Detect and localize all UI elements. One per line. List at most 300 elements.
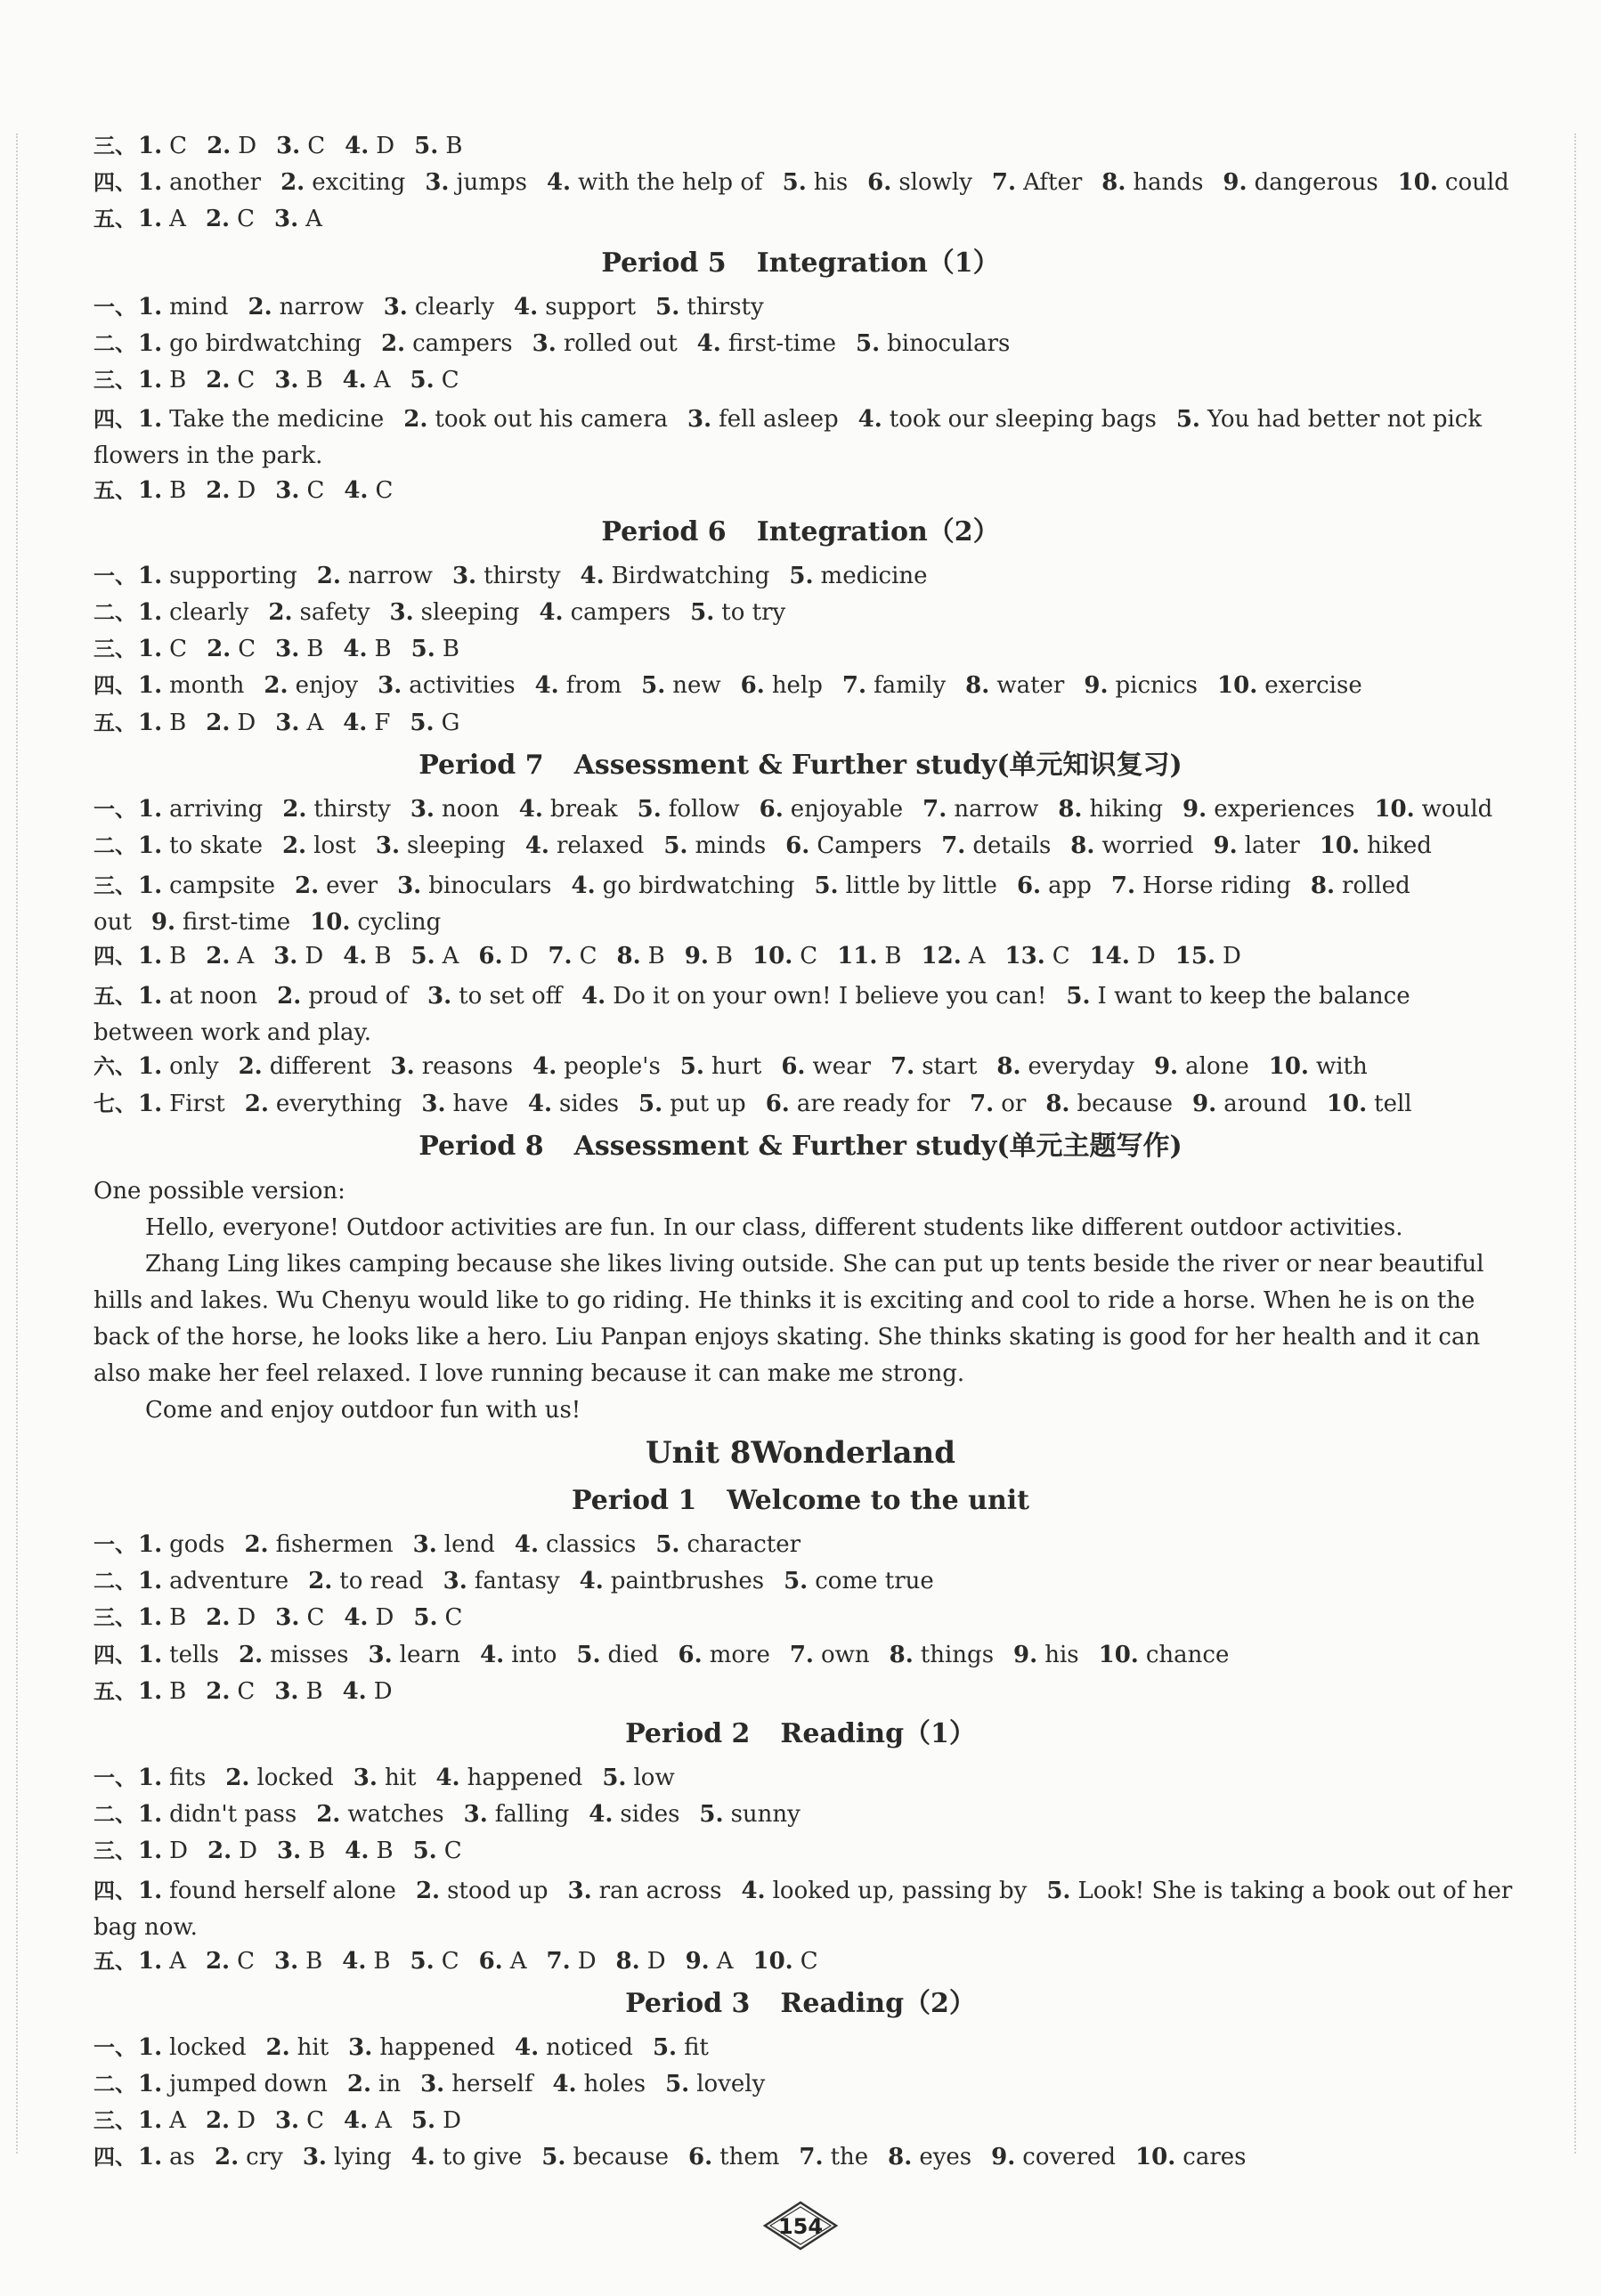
answer-item: [464, 1801, 570, 1828]
answer-text: You had better not pick flowers in the park.: [93, 406, 1483, 469]
answer-text: B: [376, 1838, 394, 1864]
answer-item: [206, 943, 254, 970]
answer-number: 5.: [652, 2034, 678, 2061]
answer-text: narrow: [954, 796, 1039, 823]
answer-text: have: [452, 1091, 508, 1117]
answer-number: 1.: [138, 1878, 163, 1904]
answer-number: 1.: [138, 133, 163, 159]
question-section-label: 二、: [93, 1569, 136, 1594]
answer-number: 13.: [1004, 943, 1045, 970]
answer-item: [970, 1091, 1026, 1117]
answer-item: [207, 636, 256, 662]
answer-number: 4.: [518, 796, 543, 823]
answer-text: D: [239, 1838, 258, 1864]
answer-number: 7.: [970, 1091, 995, 1117]
answer-number: 6.: [759, 796, 784, 823]
answer-number: 5.: [699, 1801, 724, 1828]
answer-item: [138, 169, 261, 196]
answer-item: [1182, 796, 1354, 823]
answer-row: [93, 1800, 1514, 1829]
answer-item: [571, 872, 794, 899]
answer-item: [206, 1678, 255, 1705]
answer-text: go birdwatching: [602, 872, 795, 899]
answer-number: 1.: [138, 1568, 163, 1594]
period-title: Period 2: [625, 1718, 751, 1749]
answer-row: [93, 978, 1514, 1051]
period-subtitle: Assessment & Further study(单元知识复习): [573, 750, 1182, 781]
answer-text: clearly: [169, 599, 249, 626]
answer-text: campers: [570, 599, 671, 626]
answer-item: [996, 1053, 1134, 1080]
answer-number: 1.: [138, 872, 163, 899]
answer-number: 2.: [225, 1765, 250, 1791]
unit-title: Unit 8: [645, 1435, 752, 1471]
answer-item: [138, 1604, 186, 1631]
answer-number: 1.: [138, 1948, 163, 1975]
answer-item: [410, 710, 459, 736]
answer-text: jumps: [456, 169, 527, 196]
answer-item: [514, 294, 636, 320]
answer-item: [867, 169, 972, 196]
answer-number: 2.: [244, 1091, 269, 1117]
answer-text: sleeping: [420, 599, 520, 626]
answer-text: more: [709, 1642, 770, 1668]
answer-row: [93, 942, 1514, 970]
answer-text: enjoyable: [790, 796, 904, 823]
answer-number: 2.: [415, 1878, 441, 1904]
answer-number: 4.: [514, 1531, 540, 1558]
answer-text: to try: [721, 599, 786, 626]
answer-number: 3.: [302, 2144, 327, 2170]
answer-text: low: [633, 1765, 675, 1791]
answer-item: [411, 2107, 461, 2134]
answer-number: 9.: [1013, 1642, 1038, 1668]
essay-paragraph: Hello, everyone! Outdoor activities are fun. In our class, different students like different outdoor activities.: [145, 1214, 1403, 1241]
answer-text: tells: [169, 1642, 219, 1668]
answer-item: [1217, 672, 1362, 699]
answer-item: [348, 2034, 495, 2061]
answer-number: 8.: [1070, 832, 1095, 859]
answer-text: gods: [169, 1531, 225, 1558]
answer-text: support: [545, 294, 637, 320]
answer-number: 9.: [1213, 832, 1238, 859]
section-heading: [0, 516, 1601, 548]
answer-text: B: [169, 710, 187, 736]
question-section-label: 三、: [93, 2108, 136, 2133]
answer-text: Look! She is taking a book out of her bag now.: [93, 1878, 1513, 1941]
answer-text: A: [237, 943, 255, 970]
answer-text: cry: [246, 2144, 283, 2170]
answer-number: 5.: [410, 710, 435, 736]
answer-text: fishermen: [275, 1531, 394, 1558]
answer-item: [547, 1948, 597, 1975]
answer-text: people's: [564, 1053, 661, 1080]
answer-text: F: [374, 710, 391, 736]
answer-number: 5.: [655, 294, 680, 320]
answer-number: 2.: [207, 1838, 232, 1864]
answer-number: 3.: [348, 2034, 373, 2061]
answer-item: [1223, 169, 1378, 196]
answer-number: 5.: [679, 1053, 704, 1080]
answer-text: D: [237, 477, 256, 504]
answer-number: 7.: [1110, 872, 1136, 899]
answer-number: 6.: [740, 672, 765, 699]
answer-number: 5.: [637, 796, 662, 823]
answer-number: 1.: [138, 1053, 163, 1080]
answer-item: [384, 294, 494, 320]
answer-number: 8.: [1045, 1091, 1070, 1117]
answer-number: 3.: [275, 710, 300, 736]
period-title: Period 8: [419, 1131, 544, 1162]
answer-item: [991, 2144, 1116, 2170]
question-section-label: 五、: [93, 1679, 136, 1704]
answer-item: [858, 406, 1157, 433]
answer-item: [138, 294, 229, 320]
answer-text: found herself alone: [169, 1878, 396, 1904]
answer-number: 10.: [1397, 169, 1438, 196]
answer-text: supporting: [169, 563, 297, 589]
answer-number: 3.: [443, 1568, 467, 1594]
answer-number: 5.: [1066, 983, 1091, 1010]
answer-number: 3.: [687, 406, 712, 433]
answer-text: ever: [326, 872, 378, 899]
answer-number: 2.: [316, 1801, 341, 1828]
answer-item: [274, 1678, 322, 1705]
answer-text: exciting: [312, 169, 406, 196]
answer-row: [93, 635, 1514, 663]
answer-text: rolled out: [93, 872, 1410, 936]
answer-text: to give: [442, 2144, 523, 2170]
answer-text: C: [169, 636, 188, 662]
answer-text: D: [238, 133, 257, 159]
answer-text: B: [306, 636, 324, 662]
answer-item: [303, 2144, 392, 2170]
answer-item: [443, 1568, 560, 1594]
answer-item: [397, 872, 551, 899]
answer-item: [781, 1053, 871, 1080]
answer-number: 4.: [857, 406, 882, 433]
answer-item: [344, 477, 393, 504]
answer-number: 2.: [205, 2107, 231, 2134]
answer-item: [699, 1801, 800, 1828]
answer-number: 2.: [206, 1604, 231, 1631]
answer-text: A: [169, 1948, 186, 1975]
answer-text: little by little: [845, 872, 997, 899]
answer-item: [347, 2071, 401, 2097]
answer-item: [138, 206, 186, 232]
answer-item: [343, 1678, 393, 1705]
answer-item: [376, 832, 506, 859]
answer-text: narrow: [279, 294, 364, 320]
answer-item: [138, 943, 186, 970]
answer-text: D: [1223, 943, 1241, 970]
answer-item: [687, 406, 839, 433]
answer-number: 4.: [343, 710, 368, 736]
answer-text: falling: [494, 1801, 570, 1828]
answer-number: 4.: [514, 294, 539, 320]
answer-text: lovely: [696, 2071, 766, 2097]
answer-number: 5.: [414, 133, 439, 159]
answer-item: [1398, 169, 1509, 196]
answer-text: thirsty: [484, 563, 561, 589]
answer-number: 7.: [799, 2144, 824, 2170]
answer-number: 1.: [138, 983, 163, 1010]
answer-text: thirsty: [687, 294, 764, 320]
answer-item: [752, 943, 817, 970]
answer-row: [93, 293, 1514, 321]
answer-number: 1.: [138, 206, 163, 232]
question-section-label: 四、: [93, 2145, 136, 2170]
answer-item: [138, 1765, 206, 1791]
answer-item: [856, 330, 1010, 357]
answer-item: [686, 1948, 734, 1975]
answer-number: 5.: [814, 872, 839, 899]
answer-row: [93, 1677, 1514, 1706]
answer-text: another: [169, 169, 262, 196]
answer-text: to skate: [169, 832, 263, 859]
answer-text: go birdwatching: [169, 330, 362, 357]
answer-number: 5.: [410, 2107, 436, 2134]
answer-item: [274, 1948, 322, 1975]
answer-item: [138, 1801, 297, 1828]
answer-number: 2.: [281, 832, 307, 859]
answer-item: [244, 1531, 393, 1558]
answer-text: C: [800, 1948, 818, 1975]
answer-item: [1099, 1642, 1230, 1668]
answer-number: 3.: [390, 1053, 415, 1080]
answer-text: locked: [256, 1765, 334, 1791]
answer-text: B: [715, 943, 734, 970]
answer-text: B: [169, 367, 187, 393]
answer-text: looked up, passing by: [772, 1878, 1028, 1904]
answer-number: 5.: [541, 2144, 566, 2170]
answer-text: G: [441, 710, 460, 736]
question-section-label: 七、: [93, 1091, 136, 1116]
answer-row: [93, 1641, 1514, 1669]
answer-number: 10.: [1374, 796, 1415, 823]
answer-item: [576, 1642, 658, 1668]
answer-item: [1017, 872, 1092, 899]
answer-text: tell: [1374, 1091, 1412, 1117]
answer-number: 3.: [567, 1878, 592, 1904]
question-section-label: 二、: [93, 1802, 136, 1827]
answer-item: [282, 796, 391, 823]
answer-row: [93, 476, 1514, 505]
answer-number: 3.: [273, 943, 298, 970]
answer-row: [93, 2143, 1514, 2171]
answer-text: come true: [815, 1568, 934, 1594]
question-section-label: 二、: [93, 331, 136, 356]
answer-item: [345, 133, 394, 159]
section-heading: [0, 247, 1601, 280]
answer-number: 1.: [138, 169, 163, 196]
answer-item: [390, 599, 520, 626]
answer-item: [264, 672, 358, 699]
answer-number: 2.: [206, 710, 231, 736]
answer-text: A: [305, 206, 322, 232]
question-section-label: 二、: [93, 2072, 136, 2097]
answer-item: [890, 1053, 977, 1080]
answer-item: [411, 2144, 523, 2170]
question-section-label: 五、: [93, 984, 136, 1009]
answer-item: [138, 2071, 328, 2097]
answer-item: [342, 1948, 390, 1975]
question-section-label: 一、: [93, 1532, 136, 1557]
answer-number: 4.: [345, 1838, 370, 1864]
question-section-label: 三、: [93, 368, 136, 393]
question-section-label: 四、: [93, 944, 136, 969]
answer-text: stood up: [447, 1878, 549, 1904]
answer-item: [413, 1604, 462, 1631]
answer-number: 4.: [580, 563, 605, 589]
unit-subtitle: Wonderland: [751, 1435, 956, 1471]
answer-item: [316, 1801, 443, 1828]
answer-row: [93, 1764, 1514, 1792]
answer-number: 5.: [413, 1604, 438, 1631]
answer-number: 4.: [741, 1878, 766, 1904]
answer-item: [1320, 832, 1432, 859]
answer-item: [413, 1838, 462, 1864]
answer-item: [922, 796, 1038, 823]
answer-number: 5.: [410, 636, 435, 662]
essay-paragraph: Zhang Ling likes camping because she likes living outside. She can put up tents beside the river or near beautiful hills and lakes. Wu Chenyu would like to go riding. He thinks it is exciting and cool to ride a horse. When he is on the back of the horse, he looks like a hero. Liu Panpan enjoys skating. She thinks skating is good for her health and it can also make her feel relaxed. I love running because it can make me strong.: [93, 1251, 1484, 1387]
question-section-label: 四、: [93, 1878, 136, 1903]
answer-item: [391, 1053, 514, 1080]
answer-text: later: [1244, 832, 1300, 859]
answer-number: 4.: [589, 1801, 614, 1828]
answer-text: C: [800, 943, 818, 970]
answer-item: [138, 1948, 186, 1975]
answer-text: fell asleep: [719, 406, 839, 433]
answer-number: 2.: [238, 1642, 264, 1668]
answer-item: [753, 1948, 818, 1975]
answer-number: 9.: [1084, 672, 1109, 699]
answer-number: 3.: [378, 672, 402, 699]
answer-text: would: [1421, 796, 1493, 823]
answer-number: 2.: [308, 1568, 333, 1594]
answer-item: [344, 2107, 392, 2134]
answer-item: [248, 294, 364, 320]
answer-item: [653, 2034, 709, 2061]
answer-item: [268, 599, 370, 626]
answer-text: experiences: [1214, 796, 1355, 823]
answer-number: 3.: [451, 563, 477, 589]
answer-item: [535, 672, 622, 699]
answer-item: [679, 1642, 770, 1668]
answer-item: [411, 636, 459, 662]
answer-item: [790, 1642, 870, 1668]
question-section-label: 三、: [93, 134, 136, 158]
answer-text: because: [1077, 1091, 1174, 1117]
answer-text: B: [647, 943, 665, 970]
answer-number: 5.: [655, 1531, 680, 1558]
question-section-label: 三、: [93, 637, 136, 661]
answer-number: 5.: [410, 943, 435, 970]
question-section-label: 一、: [93, 2035, 136, 2060]
unit-heading: [0, 1435, 1601, 1471]
answer-number: 5.: [576, 1642, 601, 1668]
answer-text: holes: [583, 2071, 646, 2097]
answer-item: [215, 2144, 283, 2170]
answer-text: C: [237, 1678, 256, 1705]
answer-text: everyday: [1028, 1053, 1134, 1080]
answer-number: 4.: [342, 367, 367, 393]
answer-item: [655, 1531, 800, 1558]
answer-item: [480, 1642, 557, 1668]
answer-number: 1.: [138, 477, 163, 504]
answer-item: [638, 796, 740, 823]
answer-item: [1005, 943, 1070, 970]
answer-number: 4.: [581, 983, 606, 1010]
answer-item: [378, 672, 515, 699]
answer-text: chance: [1145, 1642, 1230, 1668]
answer-number: 8.: [1101, 169, 1126, 196]
answer-number: 9.: [150, 909, 176, 936]
answer-item: [741, 672, 823, 699]
answer-number: 2.: [316, 563, 341, 589]
answer-text: noon: [441, 796, 500, 823]
answer-number: 4.: [532, 1053, 557, 1080]
answer-text: put up: [670, 1091, 746, 1117]
answer-item: [602, 1765, 674, 1791]
answer-number: 8.: [615, 1948, 640, 1975]
answer-item: [343, 710, 390, 736]
period-subtitle: Integration（2）: [756, 516, 1000, 548]
answer-item: [799, 2144, 868, 2170]
answer-item: [410, 943, 459, 970]
answer-number: 7.: [941, 832, 966, 859]
answer-text: adventure: [169, 1568, 289, 1594]
answer-number: 2.: [280, 169, 305, 196]
answer-item: [420, 2071, 532, 2097]
answer-text: learn: [399, 1642, 461, 1668]
question-section-label: 三、: [93, 873, 136, 898]
answer-item: [414, 133, 462, 159]
question-section-label: 四、: [93, 407, 136, 432]
answer-number: 4.: [539, 599, 564, 626]
question-section-label: 五、: [93, 710, 136, 735]
answer-text: D: [1136, 943, 1156, 970]
answer-item: [138, 1091, 225, 1117]
answer-number: 1.: [138, 1091, 163, 1117]
answer-number: 2.: [205, 206, 231, 232]
answer-number: 1.: [138, 636, 163, 662]
period-title: Period 5: [601, 247, 727, 279]
answer-item: [425, 169, 527, 196]
answer-text: C: [1052, 943, 1070, 970]
answer-item: [138, 2144, 195, 2170]
answer-number: 5.: [412, 1838, 437, 1864]
answer-item: [138, 636, 187, 662]
answer-text: app: [1048, 872, 1092, 899]
answer-item: [685, 943, 733, 970]
answer-item: [225, 1765, 333, 1791]
answer-number: 5.: [1046, 1878, 1071, 1904]
answer-item: [275, 710, 323, 736]
answer-number: 10.: [752, 1948, 793, 1975]
answer-item: [138, 2107, 186, 2134]
answer-text: A: [442, 943, 459, 970]
answer-number: 3.: [353, 1765, 378, 1791]
answer-number: 8.: [996, 1053, 1021, 1080]
answer-item: [519, 796, 618, 823]
page-number: 154: [777, 2214, 824, 2239]
answer-number: 11.: [837, 943, 878, 970]
answer-row: [93, 2106, 1514, 2135]
answer-text: B: [169, 1604, 187, 1631]
answer-text: or: [1001, 1091, 1027, 1117]
answer-text: fit: [684, 2034, 709, 2061]
